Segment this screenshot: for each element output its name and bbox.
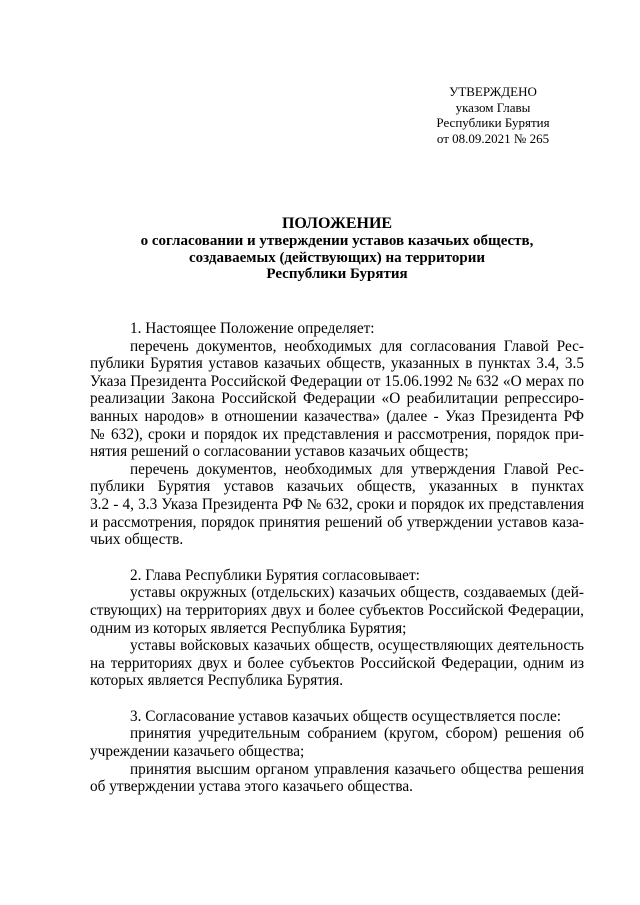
approval-line: Республики Бурятия — [436, 115, 550, 130]
text-line: перечень документов, необходимых для согласования Главой Рес- — [130, 337, 584, 355]
approval-line: от 08.09.2021 № 265 — [436, 130, 550, 146]
text-line: которых является Республика Бурятия. — [90, 672, 344, 690]
section-heading: 2. Глава Республики Бурятия согласовывает: — [130, 566, 420, 584]
text-line: и рассмотрения, порядок принятия решений об утверждении уставов каза- — [90, 513, 584, 531]
text-line: об утверждении устава этого казачьего общества. — [90, 778, 414, 796]
text-line: Указа Президента Российской Федерации от 15.06.1992 № 632 «О мерах по — [90, 372, 584, 390]
text-line: одним из которых является Республика Бурятия; — [90, 619, 407, 637]
title-line: о согласовании и утверждении уставов казачьих обществ, — [140, 233, 534, 249]
text-line: ствующих) на территориях двух и более субъектов Российской Федерации, — [90, 601, 584, 619]
text-line: публики Бурятия уставов казачьих обществ, указанных в пунктах 3.4, 3.5 — [90, 355, 584, 373]
document-body — [90, 320, 584, 796]
approval-line: указом Главы — [455, 99, 531, 115]
title-main: ПОЛОЖЕНИЕ — [281, 215, 393, 232]
text-line: перечень документов, необходимых для утверждения Главой Рес- — [130, 460, 584, 478]
text-line: № 632), сроки и порядок их представления и рассмотрения, порядок при- — [90, 425, 584, 443]
text-line: чьих обществ. — [90, 531, 184, 549]
document-title — [90, 215, 584, 283]
text-line: уставы окружных (отдельских) казачьих обществ, создаваемых (дей- — [130, 584, 584, 602]
text-line: публики Бурятия уставов казачьих обществ, указанных в пунктах — [90, 478, 584, 496]
approval-line: УТВЕРЖДЕНО — [449, 84, 537, 99]
approval-stamp — [418, 84, 568, 146]
text-line: принятия высшим органом управления казачьего общества решения — [130, 760, 584, 778]
text-line: уставы войсковых казачьих обществ, осуществляющих деятельность — [130, 637, 584, 655]
title-line: Республики Бурятия — [266, 266, 408, 282]
text-line: 3.2 - 4, 3.3 Указа Президента РФ № 632, сроки и порядок их представления — [90, 495, 584, 513]
text-line: учреждении казачьего общества; — [90, 743, 305, 761]
text-line: нятия решений о согласовании уставов казачьих обществ; — [90, 443, 469, 461]
section-heading: 1. Настоящее Положение определяет: — [130, 320, 375, 337]
text-line: реализации Закона Российской Федерации «О реабилитации репрессиро- — [90, 390, 584, 408]
text-line: на территориях двух и более субъектов Российской Федерации, одним из — [90, 654, 584, 672]
section-heading: 3. Согласование уставов казачьих обществ осуществляется после: — [130, 707, 562, 725]
text-line: ванных народов» в отношении казачества» (далее - Указ Президента РФ — [90, 407, 584, 425]
text-line: принятия учредительным собранием (кругом, сбором) решения об — [130, 725, 584, 743]
title-line: создаваемых (действующих) на территории — [189, 249, 485, 266]
